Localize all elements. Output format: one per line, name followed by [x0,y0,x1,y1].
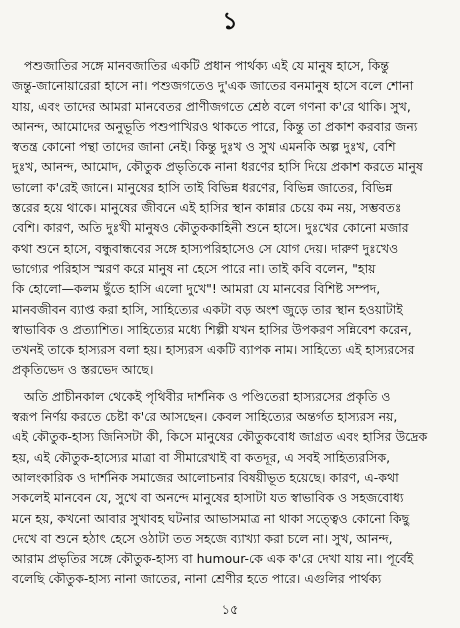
text-line: স্বরূপ নির্ণয় করতে চেষ্টা ক'রে আসছেন। কেবল সাহিত্যের অন্তর্গত হাস্যরস নয়, [12,409,398,425]
text-line: আরাম প্রভৃতির সঙ্গে কৌতুক-হাস্য বা humour-কে এক ক'রে দেখা যায় না। পূর্বেই [12,551,414,567]
text-line: কথা শুনে হাসে, বন্ধুবান্ধবের সঙ্গে হাস্যপরিহাসেও সে যোগ দেয়। দারুণ দুঃখেও [12,240,399,256]
paragraph [12,56,450,381]
text-line: দেখে বা শুনে হঠাৎ হেসে ওঠাটা তত সহজে ব্যাখ্যা করা চলে না। সুখ, আনন্দ, [12,530,393,546]
text-line: স্বাভাবিক ও প্রত্যাশিত। সাহিত্যের মধ্যে শিল্পী যখন হাসির উপকরণ সন্নিবেশ করেন, [12,321,412,337]
text-line: পশুজাতির সঙ্গে মানবজাতির একটি প্রধান পার্থক্য এই যে মানুষ হাসে, কিন্তু [24,58,390,73]
text-line: আলংকারিক ও দার্শনিক সমাজের আলোচনার বিষয়ীভূত হয়েছে। কারণ, এ-কথা [12,469,399,485]
text-line: আনন্দ, আমোদের অনুভূতি পশুপাখিরও থাকতে পারে, কিন্তু তা প্রকাশ করবার জন্য [12,118,418,134]
text-line: তখনই তাকে হাস্যরস বলা হয়। হাস্যরস একটি ব্যাপক নাম। সাহিত্যে এই হাস্যরসের [12,342,415,358]
text-line: স্বতন্ত্র কোনো পন্থা তাদের জানা নেই। কিন্তু দুঃখ ও সুখ এমনকি অল্প দুঃখ, বেশি [12,139,396,155]
text-line: ভাগ্যের পরিহাস স্মরণ করে মানুষ না হেসে পারে না। তাই কবি বলেন, "হায় [12,260,376,276]
text-line: বলেছি কৌতুক-হাস্য নানা জাতের, নানা শ্রেণীর হতে পারে। এগুলির পার্থক্য [12,571,382,587]
text-line: মনে হয়, কখনো আবার সুখাবহ ঘটনার আভাসমাত্র না থাকা সত্ত্বেও কোনো কিছু [12,510,410,526]
text-line: ভালো ক'রেই জানে। মানুষের হাসি তাই বিভিন্ন ধরণের, বিভিন্ন জাতের, বিভিন্ন [12,179,393,195]
text-line: এই কৌতুক-হাস্য জিনিসটা কী, কিসে মানুষের কৌতুকবোধ জাগ্রত এবং হাসির উদ্রেক [12,429,428,445]
paragraph [12,387,450,590]
text-line: অতি প্রাচীনকাল থেকেই পৃথিবীর দার্শনিক ও পণ্ডিতেরা হাস্যরসের প্রকৃতি ও [24,388,391,404]
text-line: স্তরের হয়ে থাকে। মানুষের জীবনে এই হাসির স্থান কান্নার চেয়ে কম নয়, সম্ভবতঃ [12,200,402,216]
text-line: প্রকৃতিভেদ ও স্তরভেদ আছে। [12,362,154,378]
text-line: সকলেই মানবেন যে, সুখে বা অনন্দে মানুষের হাসাটা যত স্বাভাবিক ও সহজবোধ্য [12,490,404,506]
text-line: জন্তু-জানোয়ারেরা হাসে না। পশুজগতেও দু'এক জাতের বনমানুষ হাসে বলে শোনা [12,78,414,94]
text-line: কি হোলো—কলম ছুঁতে হাসি এলো দুখে"! আমরা যে মানবের বিশিষ্ট সম্পদ, [12,281,381,297]
text-line: যায়, এবং তাদের আমরা মানবেতর প্রাণীজগতে শ্রেষ্ঠ বলে গণনা ক'রে থাকি। সুখ, [12,98,411,114]
text-line: হয়, এই কৌতুক-হাস্যের মাত্রা বা সীমারেখাই বা কতদূর, এ সবই সাহিত্যরসিক, [12,449,391,465]
page-number: ১৫ [221,603,239,618]
text-line: বেশি। কারণ, অতি দুঃখী মানুষও কৌতুককাহিনী শুনে হাসে। দুঃখের কোনো মজার [12,220,409,236]
body-text [12,56,450,590]
chapter-number: ১ [222,7,238,35]
text-line: মানবজীবন ব্যাপ্ত করা হাসি, সাহিত্যের একটা বড় অংশ জুড়ে তার স্থান হওয়াটাই [12,301,403,317]
text-line: দুঃখ, আনন্দ, আমোদ, কৌতুক প্রভৃতিকে নানা ধরণের হাসি দিয়ে প্রকাশ করতে মানুষ [12,159,423,175]
